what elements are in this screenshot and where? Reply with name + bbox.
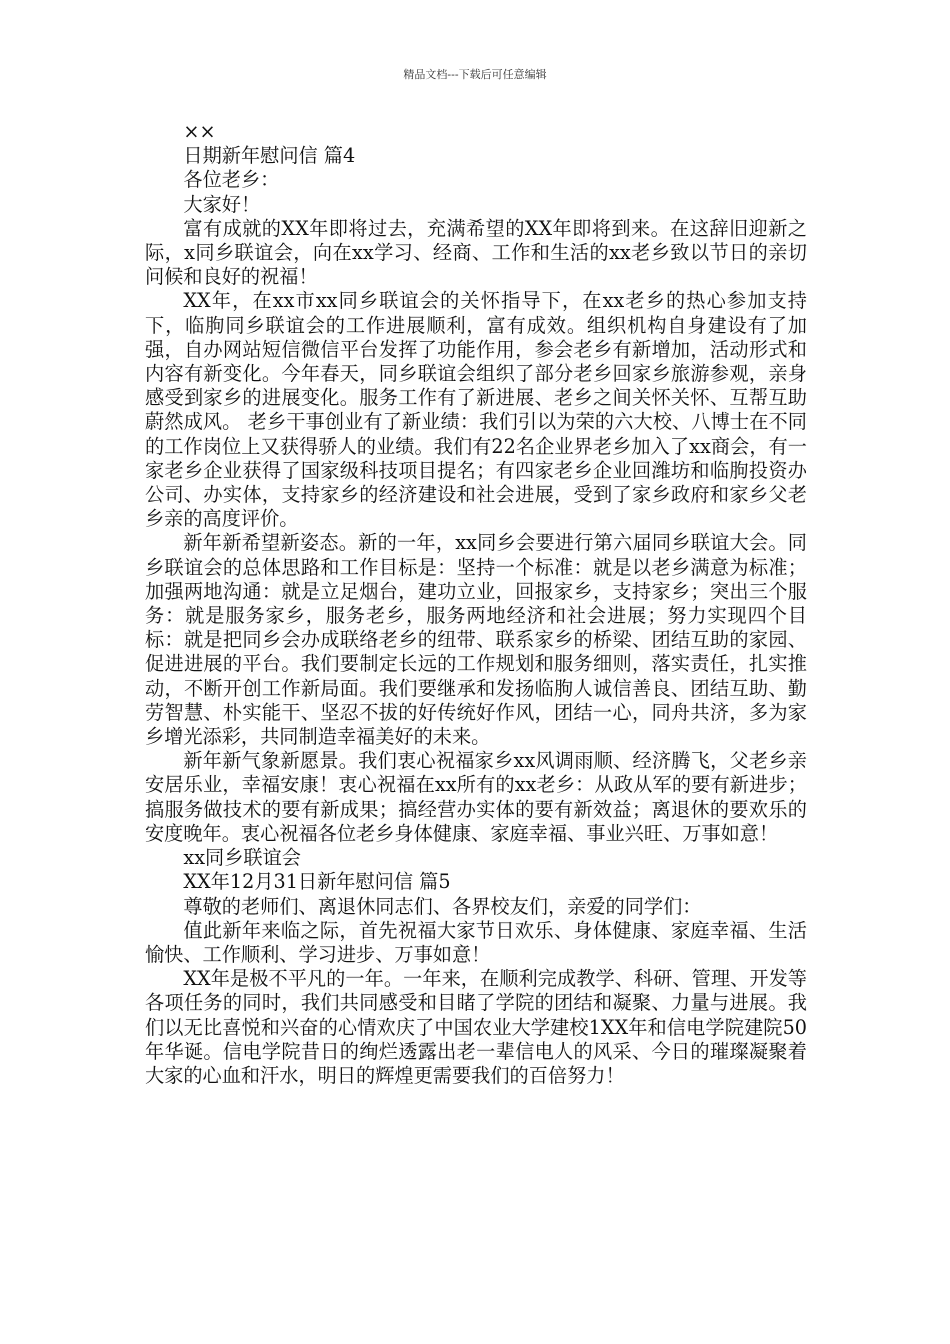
- section-title-5: XX年12月31日新年慰问信 篇5: [183, 870, 451, 894]
- paragraph: 值此新年来临之际，首先祝福大家节日欢乐、身体健康、家庭幸福、生活愉快、工作顺利、学习进步、万事如意！: [145, 918, 807, 966]
- paragraph: XX年是极不平凡的一年。一年来，在顺利完成教学、科研、管理、开发等各项任务的同时，我们共同感受和目睹了学院的团结和凝聚、力量与进展。我们以无比喜悦和兴奋的心情欢庆了中国农业大学建校1XX年和信电学院建院50年华诞。信电学院昔日的绚烂透露出老一辈信电人的风采、今日的璀璨凝聚着大家的心血和汗水，明日的辉煌更需要我们的百倍努力！: [145, 967, 807, 1087]
- section-title-4: 日期新年慰问信 篇4: [183, 144, 356, 168]
- page-header-note: 精品文档---下载后可任意编辑: [403, 68, 547, 81]
- paragraph: XX年，在xx市xx同乡联谊会的关怀指导下，在xx老乡的热心参加支持下，临朐同乡联谊会的工作进展顺利，富有成效。组织机构自身建设有了加强，自办网站短信微信平台发挥了功能作用，参会老乡有新增加，活动形式和内容有新变化。今年春天，同乡联谊会组织了部分老乡回家乡旅游参观，亲身感受到家乡的进展变化。服务工作有了新进展、老乡之间关怀关怀、互帮互助蔚然成风。 老乡干事创业有了新业绩：我们引以为荣的六大校、八博士在不同的工作岗位上又获得骄人的业绩。我们有22名企业界老乡加入了xx商会，有一家老乡企业获得了国家级科技项目提名；有四家老乡企业回潍坊和临朐投资办公司、办实体，支持家乡的经济建设和社会进展，受到了家乡政府和家乡父老乡亲的高度评价。: [145, 289, 807, 531]
- salutation: 各位老乡：: [183, 168, 280, 192]
- greeting: 大家好！: [183, 192, 261, 216]
- paragraph: 新年新希望新姿态。新的一年，xx同乡会要进行第六届同乡联谊大会。同乡联谊会的总体思路和工作目标是：坚持一个标准：就是以老乡满意为标准；加强两地沟通：就是立足烟台，建功立业，回报家乡，支持家乡；突出三个服务：就是服务家乡，服务老乡，服务两地经济和社会进展；努力实现四个目标：就是把同乡会办成联络老乡的纽带、联系家乡的桥梁、团结互助的家园、促进进展的平台。我们要制定长远的工作规划和服务细则，落实责任，扎实推动，不断开创工作新局面。我们要继承和发扬临朐人诚信善良、团结互助、勤劳智慧、朴实能干、坚忍不拔的好传统好作风，团结一心，同舟共济，多为家乡增光添彩，共同制造幸福美好的未来。: [145, 531, 807, 749]
- signature-org: xx同乡联谊会: [183, 846, 301, 870]
- paragraph: 新年新气象新愿景。我们衷心祝福家乡xx风调雨顺、经济腾飞，父老乡亲安居乐业，幸福安康！衷心祝福在xx所有的xx老乡：从政从军的要有新进步；搞服务做技术的要有新成果；搞经营办实体的要有新效益；离退休的要欢乐的安度晚年。衷心祝福各位老乡身体健康、家庭幸福、事业兴旺、万事如意！: [145, 749, 807, 845]
- paragraph: 富有成就的XX年即将过去，充满希望的XX年即将到来。在这辞旧迎新之际，x同乡联谊会，向在xx学习、经商、工作和生活的xx老乡致以节日的亲切问候和良好的祝福！: [145, 216, 807, 289]
- signature-marks: ××: [183, 120, 216, 143]
- document-body: [145, 120, 807, 1088]
- salutation: 尊敬的老师们、离退休同志们、各界校友们，亲爱的同学们：: [183, 894, 702, 918]
